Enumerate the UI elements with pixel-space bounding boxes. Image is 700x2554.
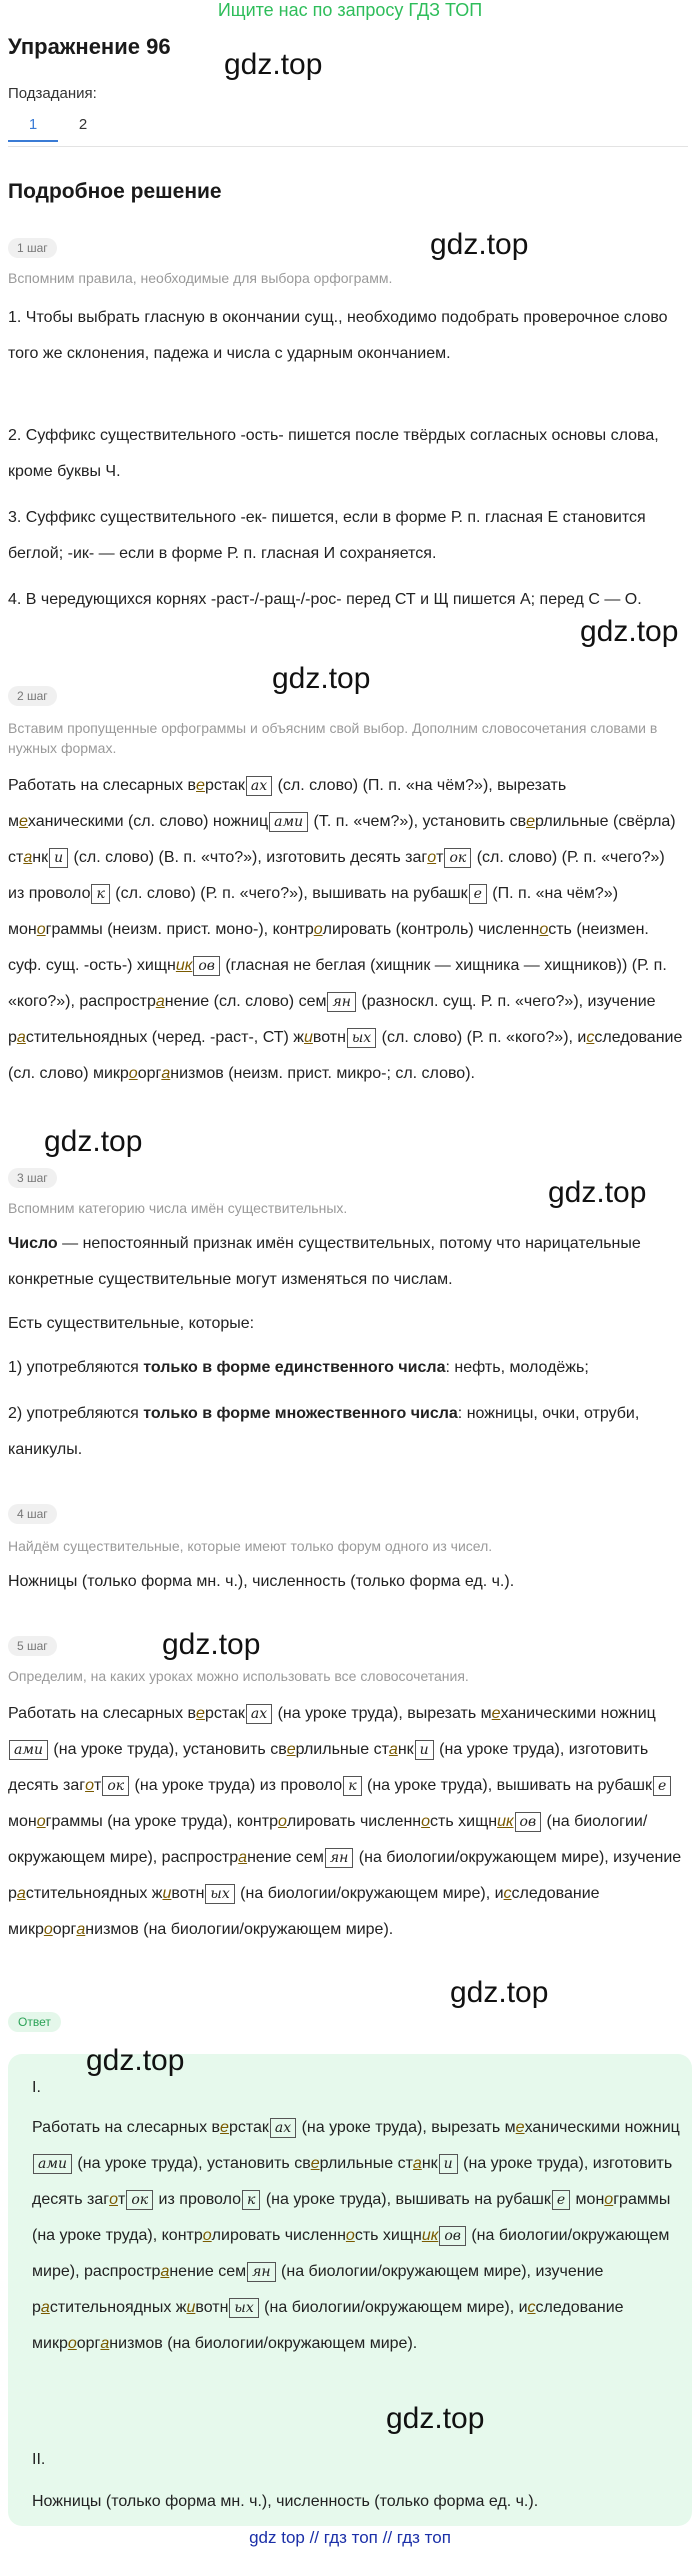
answer-part-1-label: I. [32, 2079, 41, 2096]
ending-box: к [343, 1776, 361, 1796]
rule-3: 3. Суффикс существительного -ек- пишется, если в форме Р. п. гласная Е становится беглой; -ик- — если в форме Р. п. гласная И сохраняется. [8, 509, 646, 562]
ending-box: ок [126, 2190, 153, 2210]
page-title: Упражнение 96 [8, 34, 171, 59]
answer-part-2-text: Ножницы (только форма мн. ч.), численность (только форма ед. ч.). [32, 2493, 539, 2510]
ending-box: ых [347, 1028, 376, 1048]
watermark: gdz.top [430, 228, 529, 261]
ending-box: ян [247, 2262, 276, 2282]
ending-box: ян [327, 992, 356, 1012]
tab-subtask-1[interactable]: 1 [8, 108, 58, 142]
ending-box: е [469, 884, 487, 904]
step-4-badge [8, 1504, 57, 1524]
ending-box: е [552, 2190, 570, 2210]
section-title: Подробное решение [8, 180, 222, 203]
step-2-description: Вставим пропущенные орфограммы и объясним свой выбор. Дополним словосочетания словами в нужных формах. [8, 720, 658, 756]
step-badge: 2 шаг [8, 686, 57, 706]
watermark: gdz.top [86, 2044, 185, 2077]
rule-1: 1. Чтобы выбрать гласную в окончании сущ., необходимо подобрать проверочное слово того же склонения, падежа и числа с ударным окончанием. [8, 309, 668, 362]
ending-box: ами [33, 2154, 72, 2174]
ending-box: ок [102, 1776, 129, 1796]
watermark: gdz.top [450, 1976, 549, 2009]
rule-4: 4. В чередующихся корнях -раст-/-ращ-/-рос- перед СТ и Щ пишется А; перед С — О. [8, 591, 642, 608]
ending-box: ов [193, 956, 220, 976]
ending-box: ых [205, 1884, 234, 1904]
ending-box: ах [270, 2118, 296, 2138]
ending-box: ок [444, 848, 471, 868]
step-badge: 1 шаг [8, 238, 57, 258]
ending-box: ых [229, 2298, 258, 2318]
ending-box: ах [246, 776, 272, 796]
ending-box: ов [439, 2226, 466, 2246]
step-3-description: Вспомним категорию числа имён существительных. [8, 1200, 348, 1216]
ending-box: ами [269, 812, 308, 832]
number-definition: Число — непостоянный признак имён существительных, потому что нарицательные конкретные существительные могут изменяться по числам. [8, 1235, 641, 1288]
step-4-text: Ножницы (только форма мн. ч.), численность (только форма ед. ч.). [8, 1573, 515, 1590]
step-1-description: Вспомним правила, необходимые для выбора орфограмм. [8, 270, 393, 286]
ending-box: ян [325, 1848, 354, 1868]
ending-box: к [91, 884, 109, 904]
watermark: gdz.top [548, 1176, 647, 1209]
step-badge: 3 шаг [8, 1168, 57, 1188]
ending-box: ов [515, 1812, 542, 1832]
promo-banner: Ищите нас по запросу ГДЗ ТОП [217, 0, 483, 20]
ending-box: ах [246, 1704, 272, 1724]
ending-box: и [439, 2154, 458, 2174]
step-badge: 4 шаг [8, 1504, 57, 1524]
singular-only-rule: 1) употребляются только в форме единственного числа: нефть, молодёжь; [8, 1359, 589, 1376]
ending-box: и [49, 848, 68, 868]
watermark: gdz.top [224, 48, 323, 81]
footer-links[interactable]: gdz top // гдз топ // гдз топ [249, 2528, 451, 2547]
step-2-text: Работать на слесарных верстак ах (сл. слово) (П. п. «на чём?»), вырезать механическими (сл. слово) ножниц ами (Т. п. «чем?»), установить сверлильные (свёрла) станк и (сл. слово) (В. п. «что?»), изготовить десять загот ок (сл. слово) (Р. п. «чего?») из проволо к (сл. слово) (Р. п. «чего?»), вышивать на рубашк е (П. п. «на чём?») монограммы (неизм. прист. моно-), контролировать (контроль) численность (неизмен. суф. сущ. -ость-) хищник ов (гласная не беглая (хищник — хищника — хищников)) (Р. п. «кого?»), распространение (сл. слово) сем ян (разноскл. сущ. Р. п. «чего?»), изучение растительноядных (черед. -раст-, СТ) животн ых (сл. слово) (Р. п. «кого?»), исследование (сл. слово) микроорганизмов (неизм. прист. микро-; сл. слово). [8, 777, 683, 1082]
plural-only-rule: 2) употребляются только в форме множественного числа: ножницы, очки, отруби, каникулы. [8, 1405, 640, 1458]
tab-subtask-2[interactable]: 2 [78, 116, 88, 133]
noun-intro: Есть существительные, которые: [8, 1315, 255, 1332]
ending-box: и [415, 1740, 434, 1760]
watermark: gdz.top [162, 1628, 261, 1661]
step-4-description: Найдём существительные, которые имеют только форум одного из чисел. [8, 1538, 493, 1554]
step-5-description: Определим, на каких уроках можно использовать все словосочетания. [8, 1668, 469, 1684]
watermark: gdz.top [44, 1125, 143, 1158]
answer-part-2-label: II. [32, 2451, 46, 2468]
ending-box: к [242, 2190, 260, 2210]
watermark: gdz.top [386, 2402, 485, 2435]
step-badge: 5 шаг [8, 1636, 57, 1656]
ending-box: ами [9, 1740, 48, 1760]
subtasks-label: Подзадания: [8, 85, 97, 102]
answer-badge: Ответ [8, 2012, 61, 2032]
rule-2: 2. Суффикс существительного -ость- пишется после твёрдых согласных основы слова, кроме буквы Ч. [8, 427, 659, 480]
ending-box: е [653, 1776, 671, 1796]
answer-badge-wrap [8, 2012, 61, 2032]
step-5-text: Работать на слесарных верстак ах (на уроке труда), вырезать механическими ножницами (на уроке труда), установить сверлильные станк и (на уроке труда), изготовить десять загот ок (на уроке труда) из проволо к (на уроке труда), вышивать на рубашк е монограммы (на уроке труда), контролировать численность хищник ов (на биологии/окружающем мире), распространение сем ян (на биологии/окружающем мире), изучение растительноядных животн ых (на биологии/окружающем мире), исследование микроорганизмов (на биологии/окружающем мире). [8, 1705, 682, 1938]
divider [8, 146, 688, 147]
step-2-badge [8, 686, 57, 706]
step-3-badge [8, 1168, 57, 1188]
answer-part-1-text: Работать на слесарных верстак ах (на уроке труда), вырезать механическими ножницами (на уроке труда), установить сверлильные станк и (на уроке труда), изготовить десять загот ок из проволо к (на уроке труда), вышивать на рубашк е монограммы (на уроке труда), контролировать численность хищник ов (на биологии/окружающем мире), распространение сем ян (на биологии/окружающем мире), изучение растительноядных животн ых (на биологии/окружающем мире), исследование микроорганизмов (на биологии/окружающем мире). [32, 2119, 680, 2352]
watermark: gdz.top [580, 615, 679, 648]
watermark: gdz.top [272, 662, 371, 695]
step-5-badge [8, 1636, 57, 1656]
subtask-tabs [8, 108, 108, 142]
step-1-badge [8, 238, 57, 258]
